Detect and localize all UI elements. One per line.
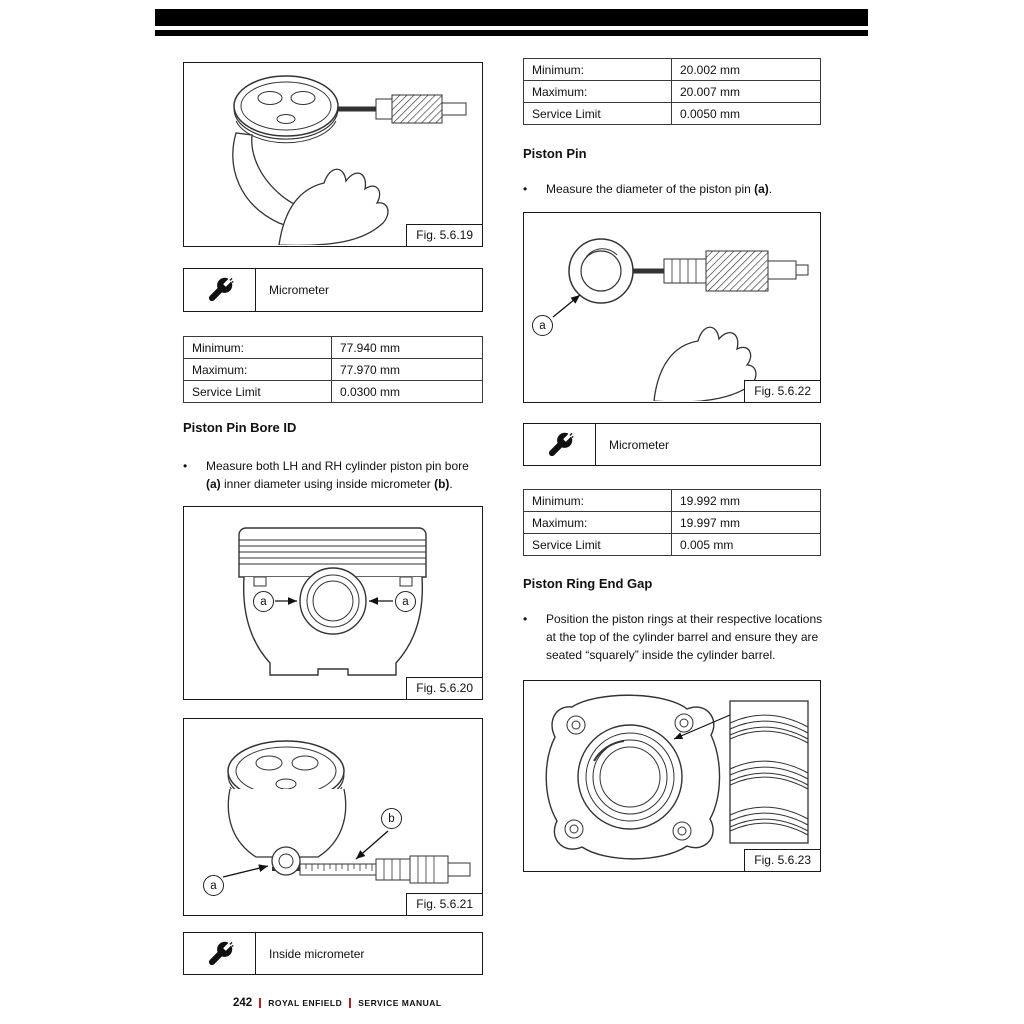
table-row <box>524 534 821 556</box>
piston-pin-bore-illustration <box>184 507 481 698</box>
page-footer <box>233 997 442 1009</box>
wrench-tool-icon <box>184 933 256 974</box>
spec-row-label: Minimum: <box>184 337 332 359</box>
footer-separator <box>349 998 351 1008</box>
instruction-bullet <box>183 457 483 493</box>
spec-row-value: 0.0300 mm <box>332 381 483 403</box>
wrench-tool-icon <box>184 269 256 311</box>
tool-callout-micrometer <box>183 268 483 312</box>
section-heading-piston-pin-bore-id: Piston Pin Bore ID <box>183 420 297 435</box>
spec-row-label: Minimum: <box>524 490 672 512</box>
figure-caption: Fig. 5.6.20 <box>406 677 482 699</box>
table-row <box>524 103 821 125</box>
section-heading-piston-pin: Piston Pin <box>523 146 587 161</box>
figure-caption: Fig. 5.6.22 <box>744 380 820 402</box>
piston-pin-micrometer-illustration <box>524 213 819 401</box>
page-number: 242 <box>233 997 253 1009</box>
section-heading-piston-ring-end-gap: Piston Ring End Gap <box>523 576 653 591</box>
spec-row-value: 77.970 mm <box>332 359 483 381</box>
manual-name: SERVICE MANUAL <box>358 998 442 1008</box>
figure-caption: Fig. 5.6.21 <box>406 893 482 915</box>
figure-cylinder-barrel-rings <box>523 680 821 872</box>
spec-row-value: 20.007 mm <box>672 81 821 103</box>
tool-callout-inside-micrometer <box>183 932 483 975</box>
bullet-dot: • <box>523 612 528 626</box>
piston-micrometer-illustration <box>184 63 481 245</box>
spec-row-value: 0.005 mm <box>672 534 821 556</box>
table-row <box>184 337 483 359</box>
bullet-dot: • <box>523 182 528 196</box>
callout-marker-a: a <box>395 591 416 612</box>
table-row <box>184 381 483 403</box>
spec-row-label: Maximum: <box>184 359 332 381</box>
spec-table-piston-pin-od <box>523 489 821 556</box>
instruction-text: Measure the diameter of the piston pin (a). <box>546 182 773 196</box>
spec-row-label: Minimum: <box>524 59 672 81</box>
figure-piston-pin-measurement <box>523 212 821 403</box>
figure-caption: Fig. 5.6.19 <box>406 224 482 246</box>
header-rule-thick <box>155 9 868 26</box>
callout-marker-a: a <box>532 315 553 336</box>
bullet-dot: • <box>183 459 188 473</box>
spec-row-value: 19.997 mm <box>672 512 821 534</box>
header-rule-thin <box>155 30 868 36</box>
inside-micrometer-illustration <box>184 719 481 914</box>
spec-row-label: Service Limit <box>524 534 672 556</box>
cylinder-barrel-illustration <box>524 681 819 870</box>
brand-name: ROYAL ENFIELD <box>268 998 343 1008</box>
table-row <box>524 490 821 512</box>
figure-piston-pin-bore <box>183 506 483 700</box>
spec-table-pin-bore-id <box>523 58 821 125</box>
spec-row-label: Service Limit <box>184 381 332 403</box>
table-row <box>184 359 483 381</box>
tool-label: Micrometer <box>609 437 670 452</box>
instruction-bullet <box>523 610 823 664</box>
spec-row-value: 77.940 mm <box>332 337 483 359</box>
table-row <box>524 59 821 81</box>
spec-row-value: 19.992 mm <box>672 490 821 512</box>
wrench-tool-icon <box>524 424 596 465</box>
spec-row-label: Maximum: <box>524 81 672 103</box>
figure-piston-od-measurement <box>183 62 483 247</box>
spec-table-piston-diameter <box>183 336 483 403</box>
callout-marker-a: a <box>253 591 274 612</box>
table-row <box>524 81 821 103</box>
instruction-text: Measure both LH and RH cylinder piston pin bore (a) inner diameter using inside micrometer (b). <box>206 459 469 491</box>
tool-label: Micrometer <box>269 283 330 297</box>
figure-caption: Fig. 5.6.23 <box>744 849 820 871</box>
instruction-text: Position the piston rings at their respective locations at the top of the cylinder barrel and ensure they are seated “squarely” inside the cylinder barrel. <box>546 612 823 662</box>
tool-label: Inside micrometer <box>269 946 365 961</box>
spec-row-value: 20.002 mm <box>672 59 821 81</box>
spec-row-label: Service Limit <box>524 103 672 125</box>
spec-row-label: Maximum: <box>524 512 672 534</box>
callout-marker-a: a <box>203 875 224 896</box>
figure-inside-micrometer-measurement <box>183 718 483 916</box>
footer-separator <box>259 998 261 1008</box>
spec-row-value: 0.0050 mm <box>672 103 821 125</box>
table-row <box>524 512 821 534</box>
instruction-bullet <box>523 180 821 198</box>
callout-marker-b: b <box>381 808 402 829</box>
tool-callout-micrometer <box>523 423 821 466</box>
